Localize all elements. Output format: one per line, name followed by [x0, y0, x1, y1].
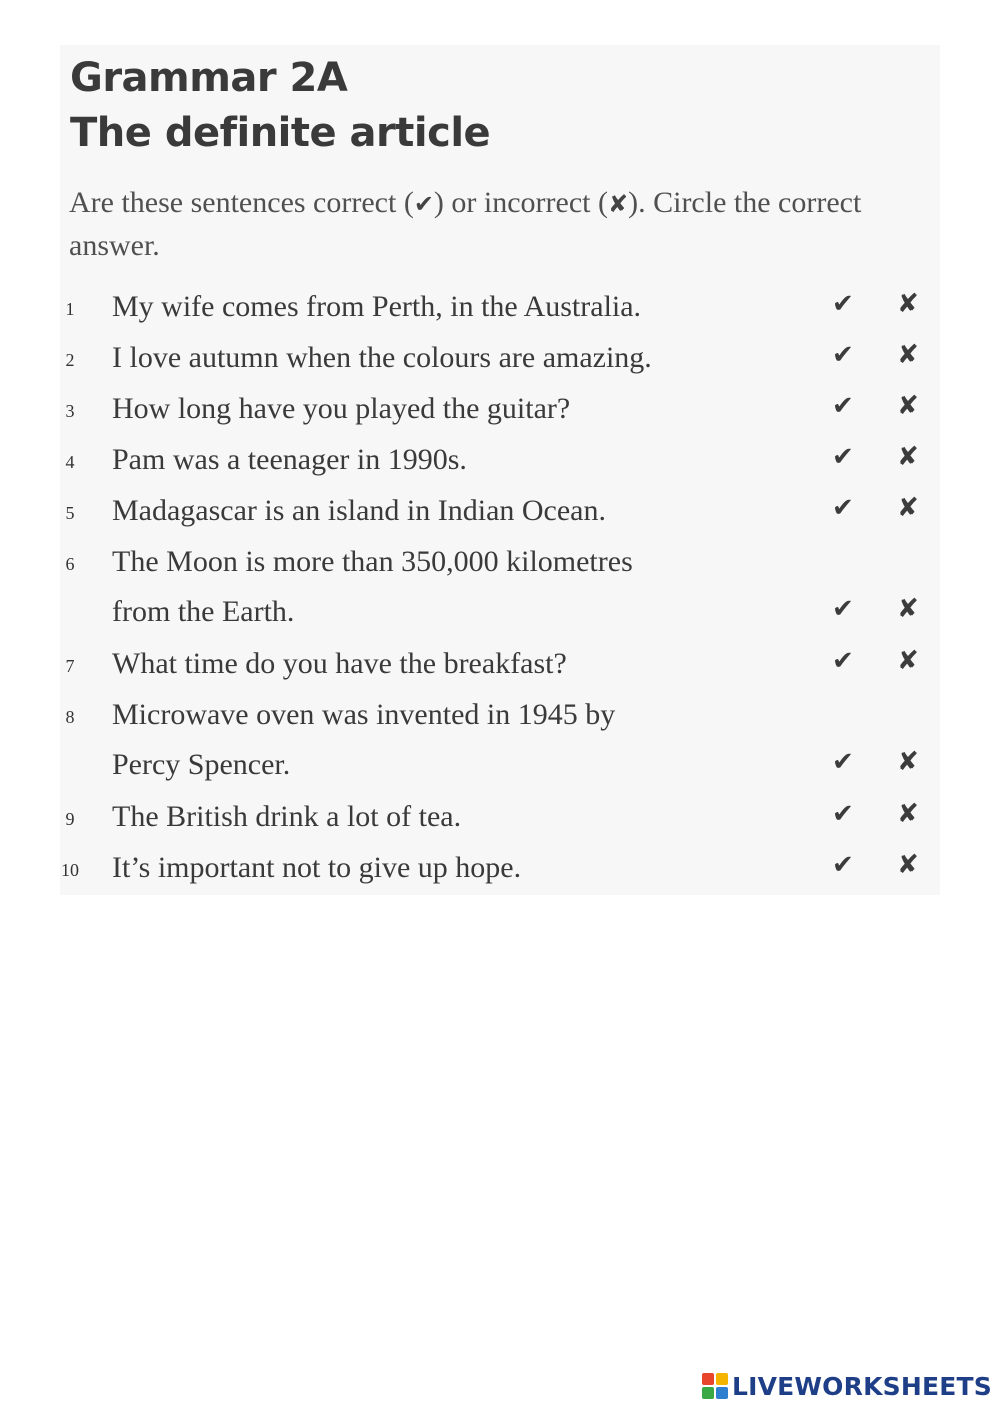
incorrect-option[interactable]: ✘ [897, 799, 919, 829]
question-number: 10 [61, 860, 79, 880]
question-item [0, 283, 1000, 333]
question-number: 5 [65, 503, 75, 523]
question-sentence: I love autumn when the colours are amazing. [112, 341, 652, 374]
incorrect-option[interactable]: ✘ [897, 594, 919, 624]
liveworksheets-branding[interactable] [702, 1369, 992, 1403]
correct-option[interactable]: ✔ [832, 850, 854, 880]
cross-icon: ✘ [608, 190, 629, 218]
liveworksheets-logo-text: LIVEWORKSHEETS [731, 1371, 992, 1401]
question-item [0, 385, 1000, 435]
question-item [0, 436, 1000, 486]
question-sentence: My wife comes from Perth, in the Australia. [112, 290, 642, 323]
correct-option[interactable]: ✔ [832, 442, 854, 472]
correct-option[interactable]: ✔ [832, 799, 854, 829]
incorrect-option[interactable]: ✘ [897, 747, 919, 777]
correct-option[interactable]: ✔ [832, 391, 854, 421]
question-number: 8 [65, 707, 75, 727]
question-item [0, 793, 1000, 843]
question-number: 1 [65, 299, 75, 319]
question-item [0, 334, 1000, 384]
question-sentence: The Moon is more than 350,000 kilometres [112, 545, 633, 578]
correct-option[interactable]: ✔ [832, 594, 854, 624]
instructions-text-2: ) or incorrect ( [433, 186, 608, 219]
question-sentence: How long have you played the guitar? [112, 392, 571, 425]
logo-square [702, 1373, 714, 1385]
correct-option[interactable]: ✔ [832, 646, 854, 676]
instructions-text-3: ). Circle the correct answer. [69, 186, 862, 262]
question-sentence: It’s important not to give up hope. [112, 851, 522, 884]
question-number: 6 [65, 554, 75, 574]
instructions [69, 182, 929, 267]
question-sentence-continued: Percy Spencer. [112, 748, 291, 781]
question-number: 2 [65, 350, 75, 370]
incorrect-option[interactable]: ✘ [897, 391, 919, 421]
worksheet-subtitle: The definite article [70, 110, 491, 156]
question-number: 4 [65, 452, 75, 472]
incorrect-option[interactable]: ✘ [897, 289, 919, 319]
incorrect-option[interactable]: ✘ [897, 646, 919, 676]
question-item [0, 691, 1000, 791]
question-item [0, 487, 1000, 537]
worksheet-title: Grammar 2A [70, 55, 348, 101]
question-sentence: Pam was a teenager in 1990s. [112, 443, 467, 476]
logo-square [702, 1387, 714, 1399]
question-item [0, 640, 1000, 690]
incorrect-option[interactable]: ✘ [897, 850, 919, 880]
logo-square [716, 1373, 728, 1385]
correct-option[interactable]: ✔ [832, 747, 854, 777]
correct-option[interactable]: ✔ [832, 340, 854, 370]
instructions-text-1: Are these sentences correct ( [69, 186, 414, 219]
logo-square [716, 1387, 728, 1399]
tick-icon: ✔ [413, 190, 434, 218]
incorrect-option[interactable]: ✘ [897, 340, 919, 370]
question-number: 3 [65, 401, 75, 421]
question-sentence-continued: from the Earth. [112, 595, 295, 628]
question-sentence: What time do you have the breakfast? [112, 647, 567, 680]
question-sentence: The British drink a lot of tea. [112, 800, 462, 833]
question-sentence: Microwave oven was invented in 1945 by [112, 698, 616, 731]
question-item [0, 538, 1000, 638]
correct-option[interactable]: ✔ [832, 493, 854, 523]
question-number: 9 [65, 809, 75, 829]
incorrect-option[interactable]: ✘ [897, 442, 919, 472]
incorrect-option[interactable]: ✘ [897, 493, 919, 523]
question-number: 7 [65, 656, 75, 676]
question-sentence: Madagascar is an island in Indian Ocean. [112, 494, 606, 527]
correct-option[interactable]: ✔ [832, 289, 854, 319]
question-item [0, 844, 1000, 894]
liveworksheets-logo-icon [702, 1373, 728, 1399]
